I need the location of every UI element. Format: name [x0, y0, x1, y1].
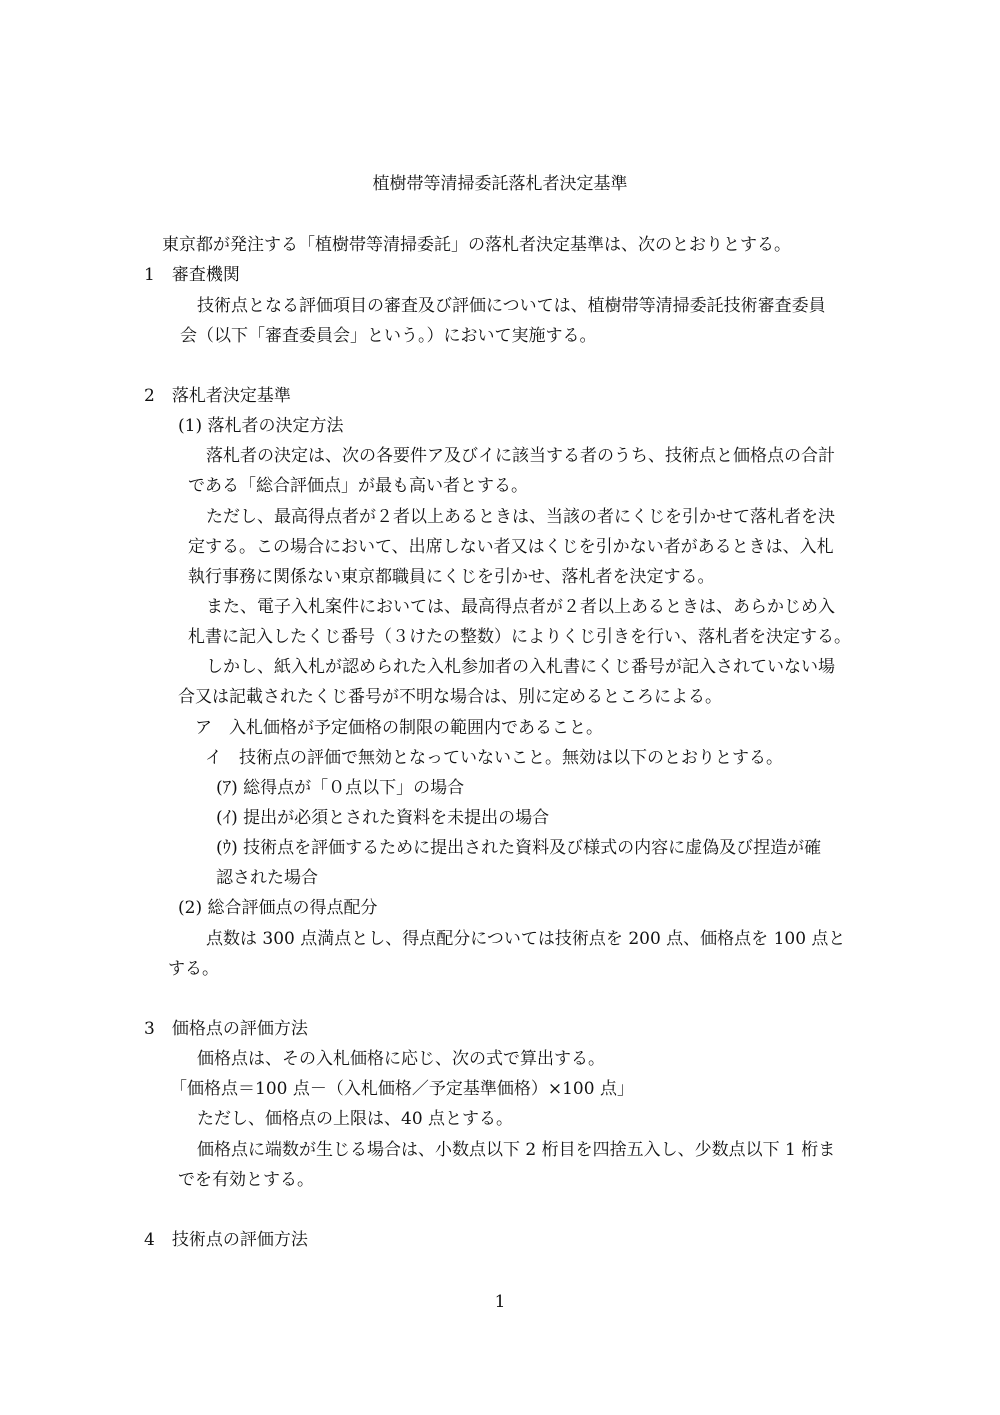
paragraph-line: 合又は記載されたくじ番号が不明な場合は、別に定めるところによる。	[178, 687, 722, 707]
section-1-text-line: 会（以下「審査委員会」という。）において実施する。	[180, 326, 597, 346]
paragraph-line: しかし、紙入札が認められた入札参加者の入札書にくじ番号が記入されていない場	[206, 657, 835, 677]
section-4-heading: 4 技術点の評価方法	[144, 1230, 308, 1250]
paragraph-line: 落札者の決定は、次の各要件ア及びイに該当する者のうち、技術点と価格点の合計	[206, 446, 835, 466]
paragraph-line: でを有効とする。	[178, 1170, 314, 1190]
paragraph-line: である「総合評価点」が最も高い者とする。	[188, 476, 528, 496]
paragraph-line: ただし、価格点の上限は、40 点とする。	[197, 1109, 514, 1129]
paragraph-line: 価格点に端数が生じる場合は、小数点以下 2 桁目を四捨五入し、少数点以下 1 桁ま	[197, 1140, 836, 1160]
paragraph-line: また、電子入札案件においては、最高得点者が２者以上あるときは、あらかじめ入	[206, 597, 835, 617]
paragraph-line: 定する。この場合において、出席しない者又はくじを引かない者があるときは、入札	[188, 537, 834, 557]
paragraph-line: 執行事務に関係ない東京都職員にくじを引かせ、落札者を決定する。	[188, 567, 715, 587]
paragraph-line: 札書に記入したくじ番号（３けたの整数）によりくじ引きを行い、落札者を決定する。	[188, 627, 851, 647]
invalid-condition-i: (ｲ) 提出が必須とされた資料を未提出の場合	[216, 808, 550, 828]
requirement-item-a: ア 入札価格が予定価格の制限の範囲内であること。	[195, 718, 603, 738]
price-score-formula: 「価格点＝100 点－（入札価格／予定基準価格）×100 点」	[170, 1079, 634, 1099]
subsection-1-heading: (1) 落札者の決定方法	[178, 416, 344, 436]
section-3-heading: 3 価格点の評価方法	[144, 1019, 308, 1039]
subsection-2-heading: (2) 総合評価点の得点配分	[178, 898, 378, 918]
intro-text: 東京都が発注する「植樹帯等清掃委託」の落札者決定基準は、次のとおりとする。	[162, 235, 791, 255]
section-1-heading: 1 審査機関	[144, 265, 240, 285]
requirement-item-i: イ 技術点の評価で無効となっていないこと。無効は以下のとおりとする。	[205, 748, 783, 768]
section-1-text-line: 技術点となる評価項目の審査及び評価については、植樹帯等清掃委託技術審査委員	[197, 296, 826, 316]
paragraph-line: 点数は 300 点満点とし、得点配分については技術点を 200 点、価格点を 100 点と	[206, 929, 846, 949]
paragraph-line: 価格点は、その入札価格に応じ、次の式で算出する。	[197, 1049, 605, 1069]
page-number: 1	[494, 1292, 506, 1312]
section-2-heading: 2 落札者決定基準	[144, 386, 291, 406]
document-title: 植樹帯等清掃委託落札者決定基準	[372, 174, 628, 194]
invalid-condition-a: (ｱ) 総得点が「０点以下」の場合	[216, 778, 465, 798]
paragraph-line: ただし、最高得点者が２者以上あるときは、当該の者にくじを引かせて落札者を決	[206, 507, 835, 527]
invalid-condition-u-continued: 認された場合	[216, 868, 318, 888]
invalid-condition-u: (ｳ) 技術点を評価するために提出された資料及び様式の内容に虚偽及び捏造が確	[216, 838, 822, 858]
paragraph-line: する。	[168, 959, 219, 979]
